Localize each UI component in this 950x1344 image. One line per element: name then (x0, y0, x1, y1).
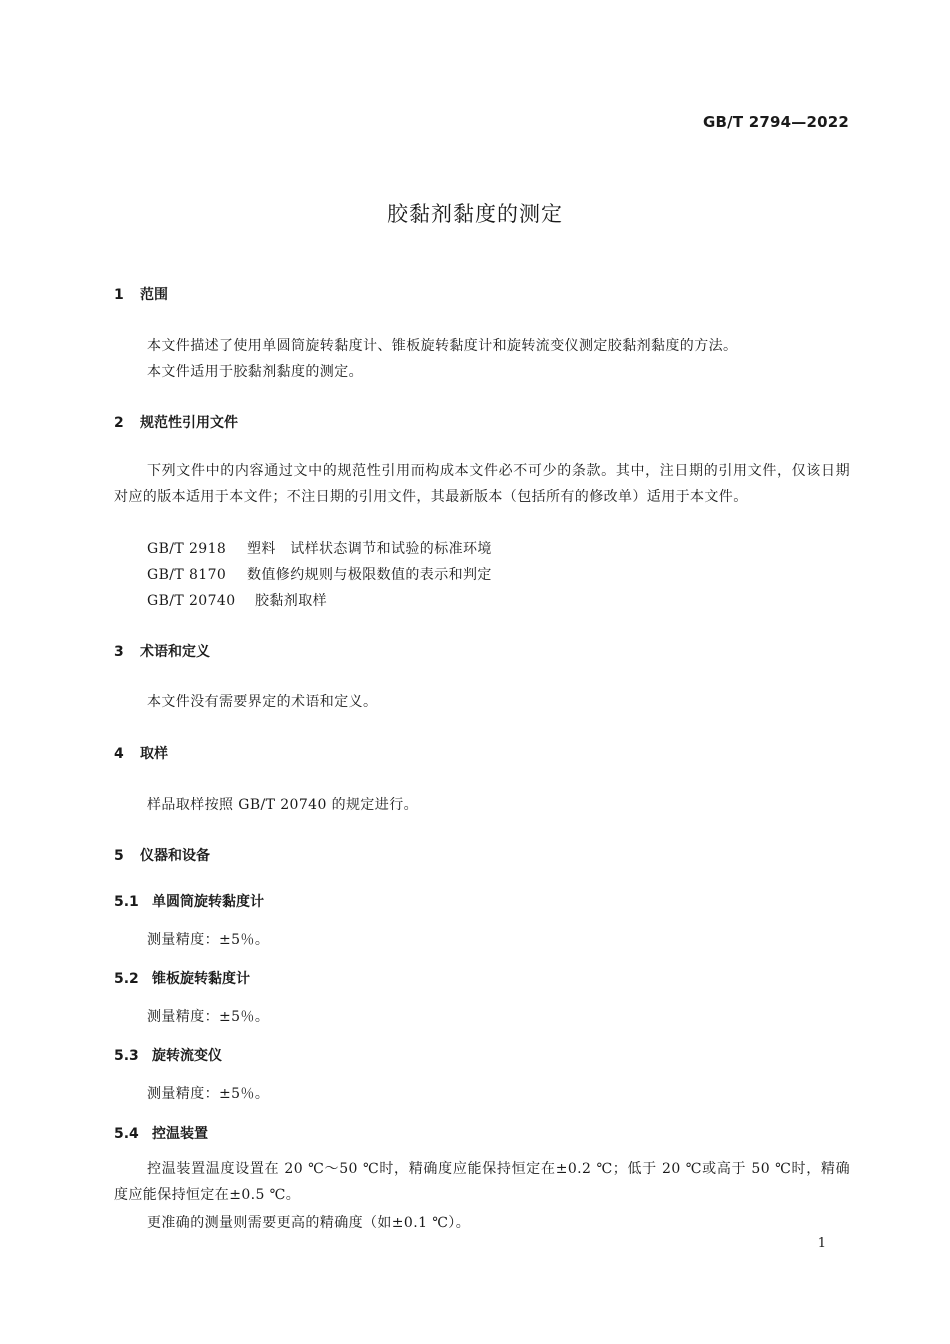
subsection-number: 5.1 (114, 894, 139, 910)
section-title: 范围 (140, 287, 168, 303)
reference-item (147, 538, 492, 558)
section-number: 2 (114, 415, 124, 431)
subsection-title: 锥板旋转黏度计 (152, 971, 250, 987)
section-5-heading (114, 845, 210, 865)
section-4-heading (114, 743, 168, 763)
subsection-5-3-heading (114, 1045, 222, 1065)
section-number: 4 (114, 746, 124, 762)
reference-title: 数值修约规则与极限数值的表示和判定 (247, 567, 492, 583)
subsection-number: 5.2 (114, 971, 139, 987)
section-3-paragraph: 本文件没有需要界定的术语和定义。 (147, 694, 378, 710)
page-number: 1 (817, 1236, 826, 1251)
subsection-number: 5.4 (114, 1126, 139, 1142)
subsection-title: 单圆筒旋转黏度计 (152, 894, 264, 910)
subsection-5-1-paragraph: 测量精度：±5％。 (147, 932, 270, 948)
section-title: 规范性引用文件 (140, 415, 238, 431)
subsection-number: 5.3 (114, 1048, 139, 1064)
section-1-paragraph-1: 本文件描述了使用单圆筒旋转黏度计、锥板旋转黏度计和旋转流变仪测定胶黏剂黏度的方法。 (147, 338, 738, 354)
subsection-5-4-paragraph: 控温装置温度设置在 20 ℃～50 ℃时，精确度应能保持恒定在±0.2 ℃；低于 20 ℃或高于 50 ℃时，精确度应能保持恒定在±0.5 ℃。 (114, 1161, 850, 1203)
subsection-5-3-paragraph: 测量精度：±5％。 (147, 1086, 270, 1102)
subsection-5-1-heading (114, 891, 264, 911)
section-2-intro: 下列文件中的内容通过文中的规范性引用而构成本文件必不可少的条款。其中，注日期的引用文件，仅该日期对应的版本适用于本文件；不注日期的引用文件，其最新版本（包括所有的修改单）适用于本文件。 (114, 463, 850, 505)
reference-item (147, 590, 327, 610)
section-title: 术语和定义 (140, 644, 210, 660)
section-4-paragraph: 样品取样按照 GB/T 20740 的规定进行。 (147, 797, 419, 813)
reference-title: 塑料 试样状态调节和试验的标准环境 (247, 541, 492, 557)
section-title: 仪器和设备 (140, 848, 210, 864)
subsection-5-4-heading (114, 1123, 208, 1143)
reference-code: GB/T 20740 (147, 593, 236, 609)
section-number: 1 (114, 287, 124, 303)
section-2-heading (114, 412, 238, 432)
subsection-title: 旋转流变仪 (152, 1048, 222, 1064)
section-1-heading (114, 284, 168, 304)
document-title: 胶黏剂黏度的测定 (387, 202, 563, 226)
reference-code: GB/T 2918 (147, 541, 227, 557)
section-number: 3 (114, 644, 124, 660)
subsection-5-2-heading (114, 968, 250, 988)
subsection-5-2-paragraph: 测量精度：±5％。 (147, 1009, 270, 1025)
standard-code: GB/T 2794—2022 (703, 113, 849, 131)
section-number: 5 (114, 848, 124, 864)
reference-title: 胶黏剂取样 (255, 593, 327, 609)
subsection-title: 控温装置 (152, 1126, 208, 1142)
section-3-heading (114, 641, 210, 661)
reference-code: GB/T 8170 (147, 567, 227, 583)
subsection-5-4-paragraph-2: 更准确的测量则需要更高的精确度（如±0.1 ℃）。 (147, 1215, 471, 1231)
section-1-paragraph-2: 本文件适用于胶黏剂黏度的测定。 (147, 364, 363, 380)
reference-item (147, 564, 492, 584)
section-title: 取样 (140, 746, 168, 762)
